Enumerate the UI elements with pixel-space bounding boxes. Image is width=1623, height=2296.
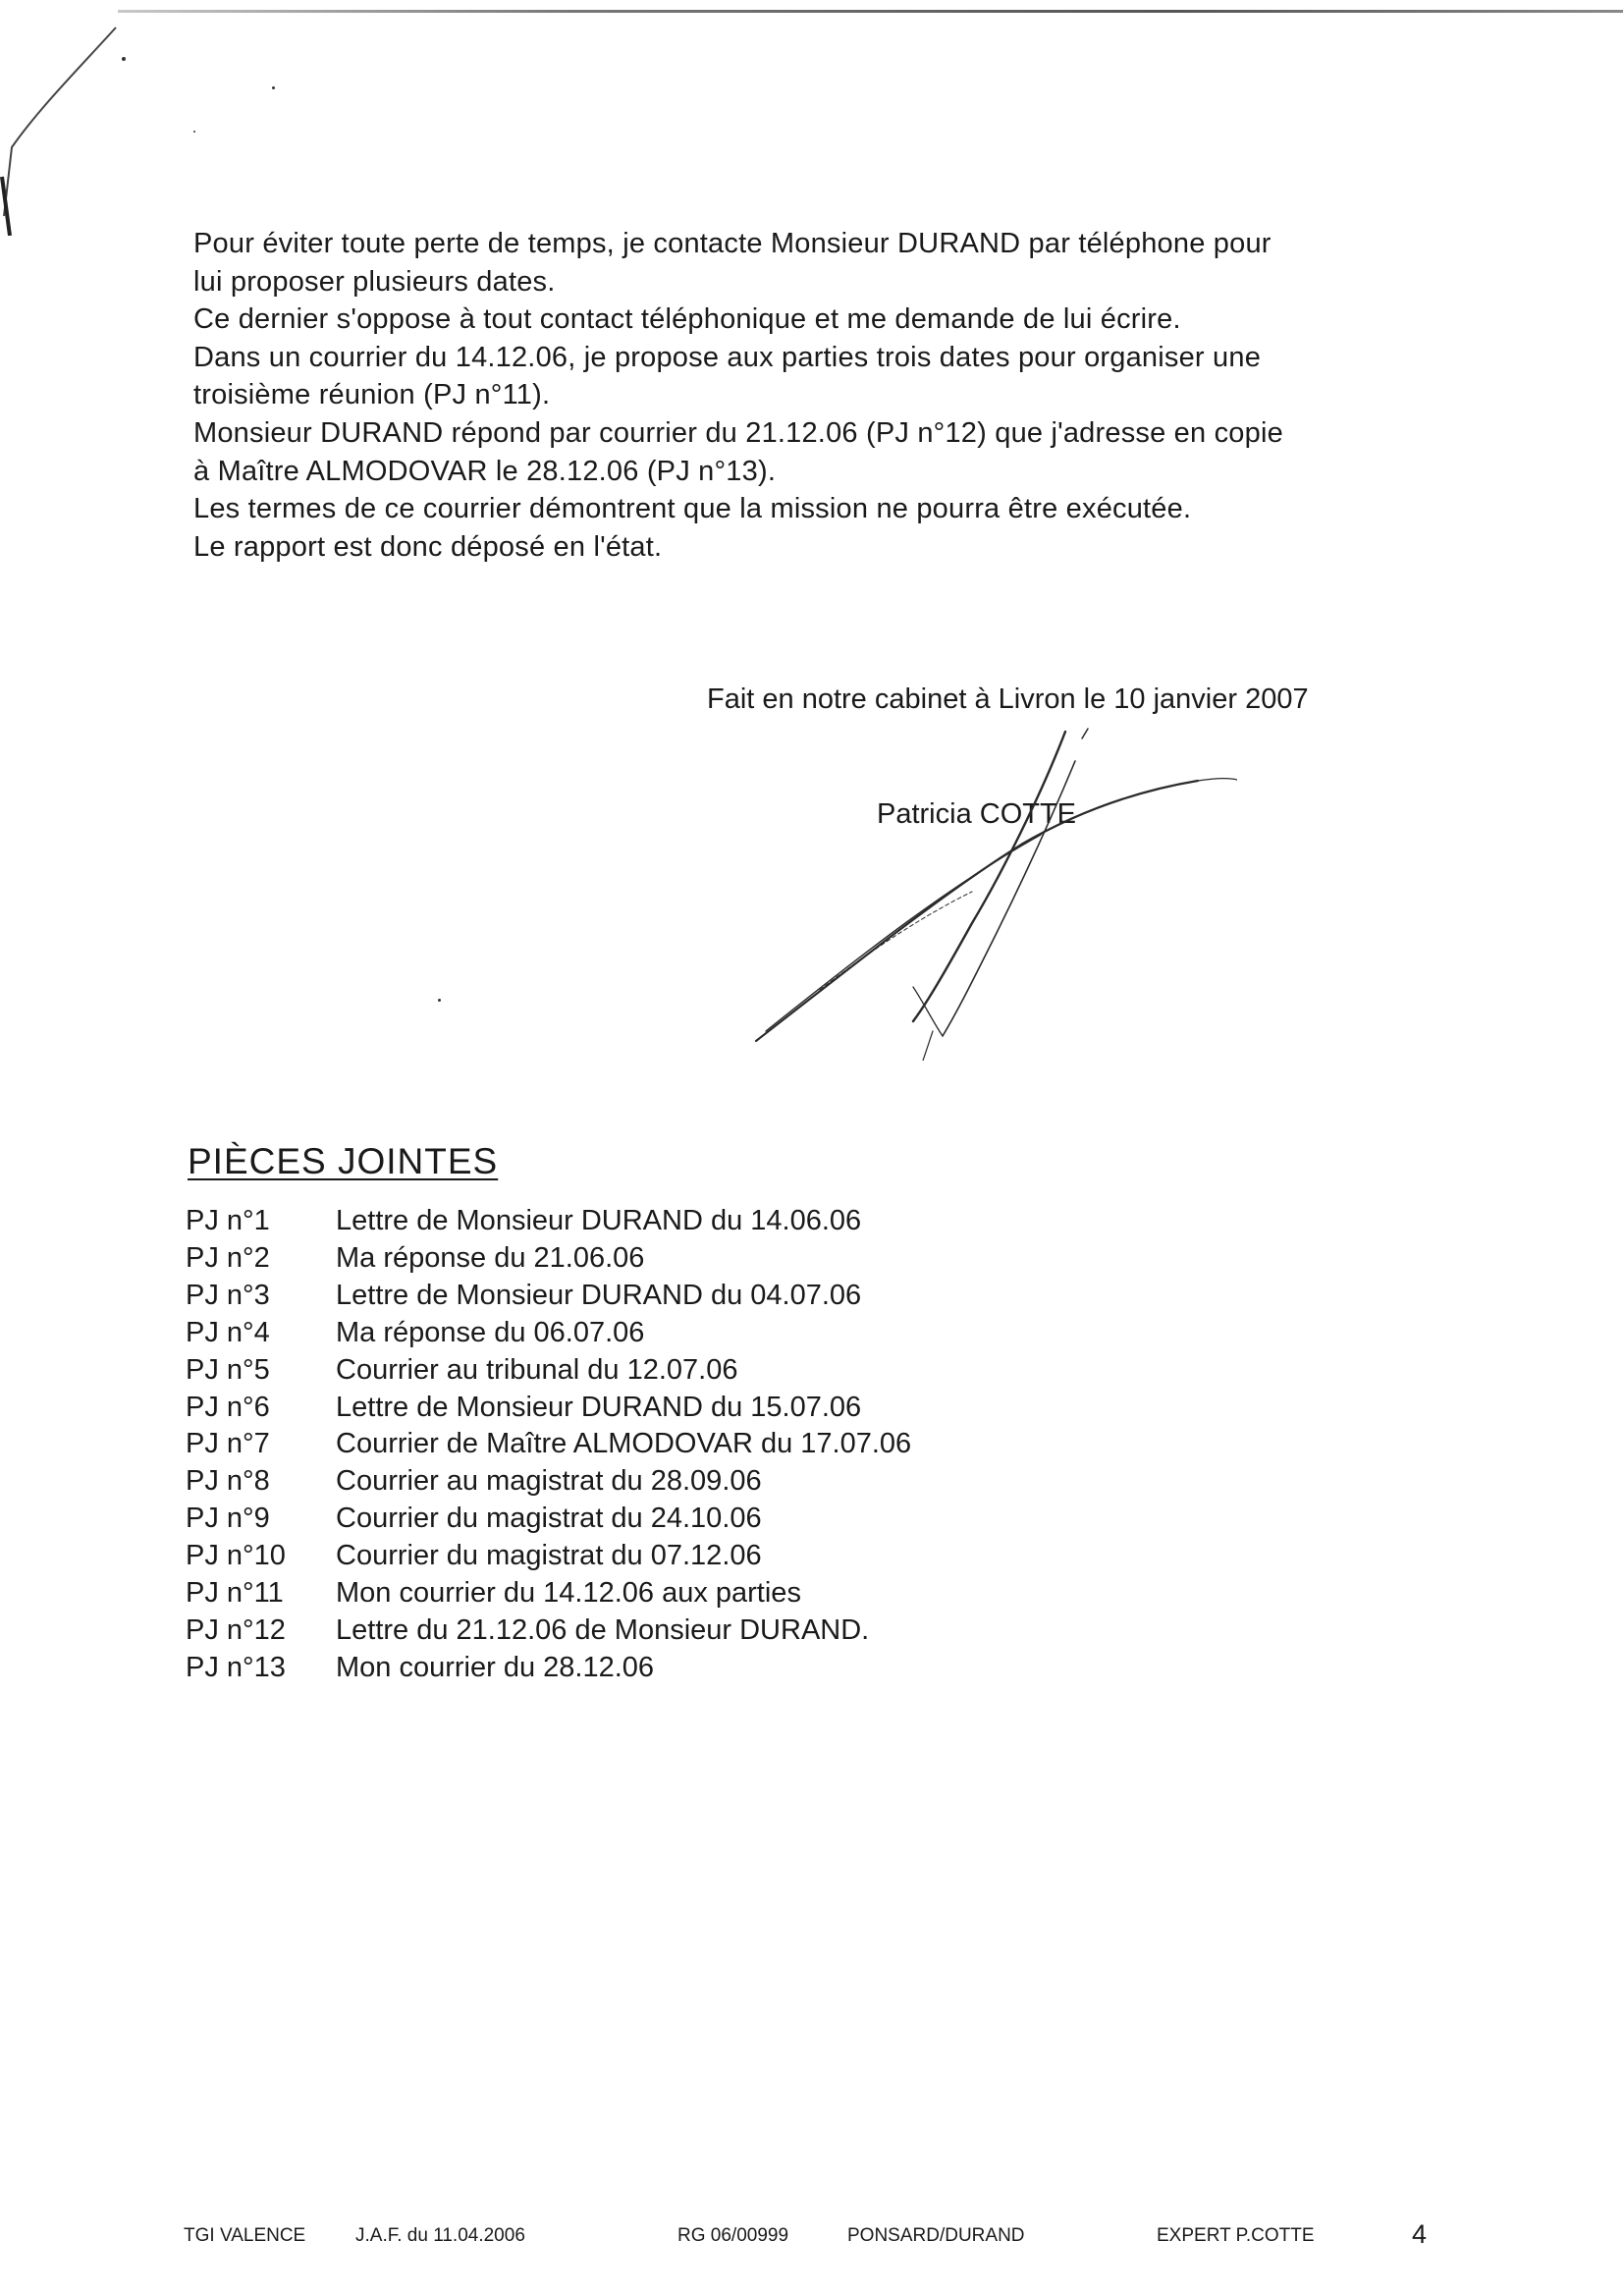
list-item (186, 1575, 911, 1613)
list-item (186, 1352, 911, 1390)
list-item (186, 1650, 911, 1687)
attachment-description: Ma réponse du 06.07.06 (336, 1316, 645, 1348)
closing-place-date: Fait en notre cabinet à Livron le 10 janvier 2007 (707, 683, 1309, 715)
attachment-description: Courrier au magistrat du 28.09.06 (336, 1465, 762, 1498)
handwritten-signature (727, 727, 1237, 1061)
scan-edge-mark (0, 0, 137, 236)
attachment-description: Lettre de Monsieur DURAND du 04.07.06 (336, 1279, 862, 1311)
list-item (186, 1613, 911, 1650)
attachment-number: PJ n°7 (186, 1428, 270, 1460)
body-line: Monsieur DURAND répond par courrier du 21.12.06 (PJ n°12) que j'adresse en copie (193, 416, 1283, 449)
attachment-number: PJ n°12 (186, 1613, 286, 1646)
attachment-number: PJ n°13 (186, 1651, 286, 1683)
attachment-number: PJ n°11 (186, 1577, 284, 1610)
page-footer (0, 2219, 1623, 2255)
body-line: lui proposer plusieurs dates. (193, 265, 556, 298)
attachment-number: PJ n°6 (186, 1391, 270, 1423)
list-item (186, 1315, 911, 1352)
attachment-number: PJ n°10 (186, 1540, 286, 1572)
list-item (186, 1278, 911, 1315)
scan-top-border (118, 10, 1623, 13)
list-item (186, 1463, 911, 1501)
attachment-description: Lettre de Monsieur DURAND du 14.06.06 (336, 1205, 862, 1236)
list-item (186, 1203, 911, 1240)
signer-name: Patricia COTTE (877, 798, 1077, 830)
attachment-description: Mon courrier du 14.12.06 aux parties (336, 1577, 801, 1610)
footer-rg: RG 06/00999 (677, 2225, 789, 2246)
attachment-description: Courrier de Maître ALMODOVAR du 17.07.06 (336, 1428, 912, 1460)
attachment-description: Ma réponse du 21.06.06 (336, 1241, 645, 1274)
list-item (186, 1426, 911, 1463)
footer-expert: EXPERT P.COTTE (1157, 2225, 1315, 2246)
attachment-description: Lettre du 21.12.06 de Monsieur DURAND. (336, 1613, 870, 1646)
list-item (186, 1501, 911, 1538)
attachment-number: PJ n°8 (186, 1465, 270, 1498)
scan-speck (122, 57, 126, 61)
body-line: Ce dernier s'oppose à tout contact téléphonique et me demande de lui écrire. (193, 303, 1181, 336)
scan-speck (272, 86, 275, 89)
attachment-number: PJ n°4 (186, 1316, 270, 1348)
attachment-number: PJ n°3 (186, 1279, 270, 1311)
scan-speck (193, 131, 195, 133)
footer-parties: PONSARD/DURAND (847, 2225, 1025, 2246)
page-number: 4 (1412, 2219, 1428, 2249)
attachments-heading: PIÈCES JOINTES (188, 1141, 499, 1181)
attachments-list (186, 1203, 911, 1687)
attachment-description: Mon courrier du 28.12.06 (336, 1651, 655, 1683)
attachment-description: Lettre de Monsieur DURAND du 15.07.06 (336, 1391, 862, 1423)
scan-speck (438, 999, 441, 1002)
body-line: Le rapport est donc déposé en l'état. (193, 530, 663, 563)
attachment-description: Courrier au tribunal du 12.07.06 (336, 1353, 738, 1386)
list-item (186, 1240, 911, 1278)
body-line: à Maître ALMODOVAR le 28.12.06 (PJ n°13). (193, 455, 777, 487)
attachment-number: PJ n°5 (186, 1353, 270, 1386)
attachment-description: Courrier du magistrat du 07.12.06 (336, 1540, 762, 1572)
footer-jaf: J.A.F. du 11.04.2006 (355, 2225, 525, 2246)
footer-court: TGI VALENCE (184, 2225, 306, 2246)
attachment-number: PJ n°9 (186, 1503, 270, 1535)
body-text (193, 225, 1470, 566)
body-line: Dans un courrier du 14.12.06, je propose aux parties trois dates pour organiser une (193, 341, 1262, 373)
body-line: troisième réunion (PJ n°11). (193, 379, 551, 411)
attachment-description: Courrier du magistrat du 24.10.06 (336, 1503, 762, 1535)
body-line: Pour éviter toute perte de temps, je contacte Monsieur DURAND par téléphone pour (193, 228, 1271, 259)
list-item (186, 1538, 911, 1575)
list-item (186, 1390, 911, 1427)
body-line: Les termes de ce courrier démontrent que la mission ne pourra être exécutée. (193, 493, 1192, 525)
attachment-number: PJ n°2 (186, 1241, 270, 1274)
attachment-number: PJ n°1 (186, 1205, 270, 1236)
